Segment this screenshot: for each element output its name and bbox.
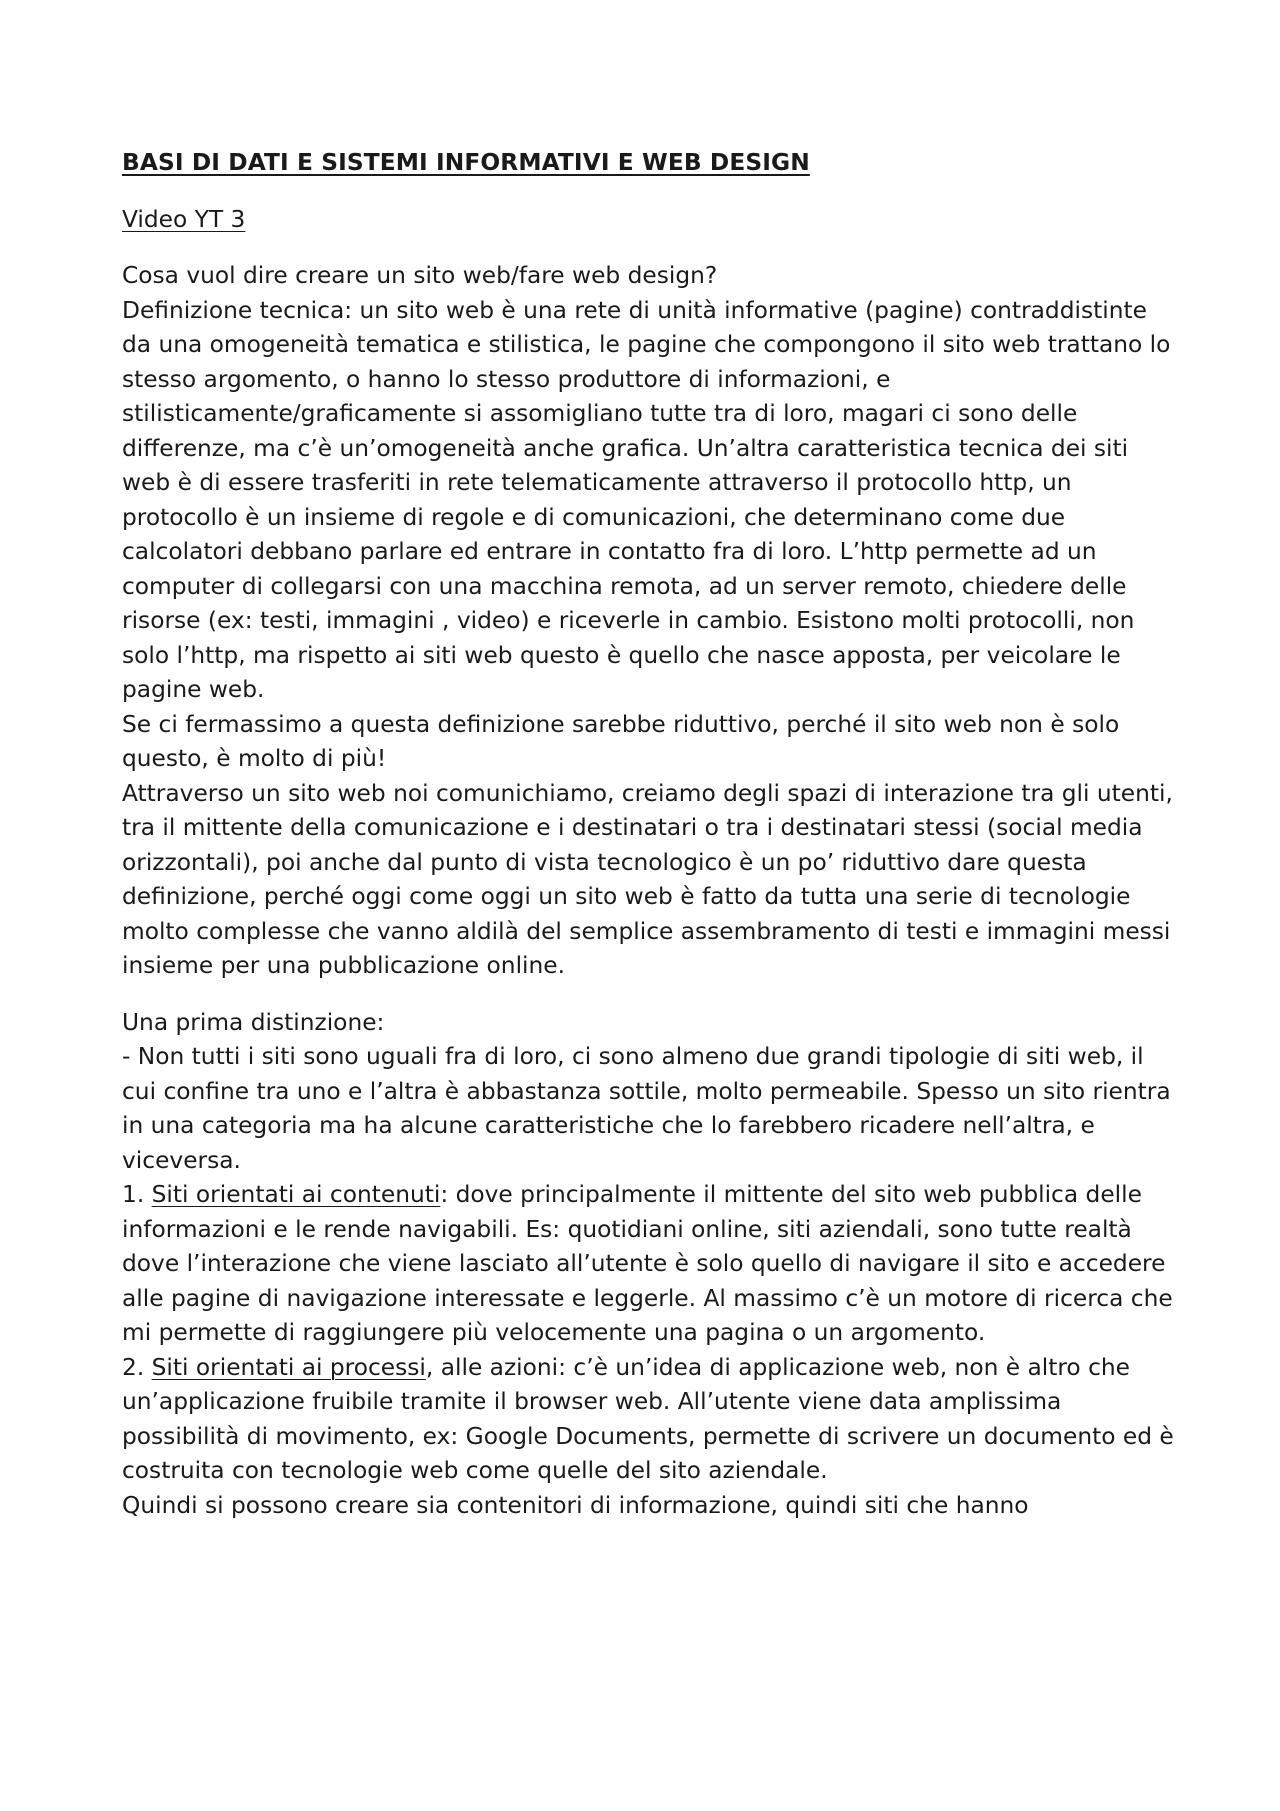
closing-paragraph: Quindi si possono creare sia contenitori di informazione, quindi siti che hanno (122, 1491, 1029, 1519)
intro-question: Cosa vuol dire creare un sito web/fare web design? (122, 262, 718, 289)
distinction-intro-paragraph: - Non tutti i siti sono uguali fra di loro, ci sono almeno due grandi tipologie di siti web, il cui confine tra uno e l’altra è abbastanza sottile, molto permeabile. Spesso un sito rientra in una categoria ma ha alcune caratteristiche che lo farebbero ricadere nell’altra, e viceversa. (122, 1043, 1171, 1174)
list-item-term: Siti orientati ai contenuti (151, 1181, 441, 1208)
list-item-text: : dove principalmente il mittente del sito web pubblica delle informazioni e le rende navigabili. Es: quotidiani online, siti aziendali, sono tutte realtà dove l’interazione che viene lasciato all’utente è solo quello di navigare il sito e accedere alle pagine di navigazione interessate e leggerle. Al massimo c’è un motore di ricerca che mi permette di raggiungere più velocemente una pagina o un argomento. (122, 1181, 1173, 1346)
document-title: BASI DI DATI E SISTEMI INFORMATIVI E WEB DESIGN (122, 149, 810, 176)
communication-paragraph: Attraverso un sito web noi comunichiamo, creiamo degli spazi di interazione tra gli utenti, tra il mittente della comunicazione e i destinatari o tra i destinatari stessi (social media orizzontali), poi anche dal punto di vista tecnologico è un po’ riduttivo dare questa definizione, perché oggi come oggi un sito web è fatto da tutta una serie di tecnologie molto complesse che vanno aldilà del semplice assembramento di testi e immagini messi insieme per una pubblicazione online. (122, 779, 1173, 979)
list-item-number: 1. (122, 1181, 145, 1208)
technical-definition-paragraph: Definizione tecnica: un sito web è una rete di unità informative (pagine) contraddistinte da una omogeneità tematica e stilistica, le pagine che compongono il sito web trattano lo stesso argomento, o hanno lo stesso produttore di informazioni, e stilisticamente/graficamente si assomigliano tutte tra di loro, magari ci sono delle differenze, ma c’è un’omogeneità anche grafica. Un’altra caratteristica tecnica dei siti web è di essere trasferiti in rete telematicamente attraverso il protocollo http, un protocollo è un insieme di regole e di comunicazioni, che determinano come due calcolatori debbano parlare ed entrare in contatto fra di loro. L’http permette ad un computer di collegarsi con una macchina remota, ad un server remoto, chiedere delle risorse (ex: testi, immagini , video) e riceverle in cambio. Esistono molti protocolli, non solo l’http, ma rispetto ai siti web questo è quello che nasce apposta, per veicolare le pagine web. (122, 296, 1171, 703)
reductive-paragraph: Se ci fermassimo a questa definizione sarebbe riduttivo, perché il sito web non è solo questo, è molto di più! (122, 710, 1120, 772)
document-page (122, 146, 1182, 1523)
list-item-number: 2. (122, 1353, 145, 1381)
list-item-process-sites (122, 1351, 1182, 1489)
distinction-heading: Una prima distinzione: (122, 1008, 385, 1036)
list-item-content-sites (122, 1178, 1182, 1351)
list-item-term: Siti orientati ai processi (151, 1353, 426, 1381)
list-item-text: , alle azioni: c’è un’idea di applicazione web, non è altro che un’applicazione fruibile tramite il browser web. All’utente viene data amplissima possibilità di movimento, ex: Google Documents, permette di scrivere un documento ed è costruita con tecnologie web come quelle del sito aziendale. (122, 1353, 1174, 1484)
document-subtitle: Video YT 3 (122, 205, 246, 233)
